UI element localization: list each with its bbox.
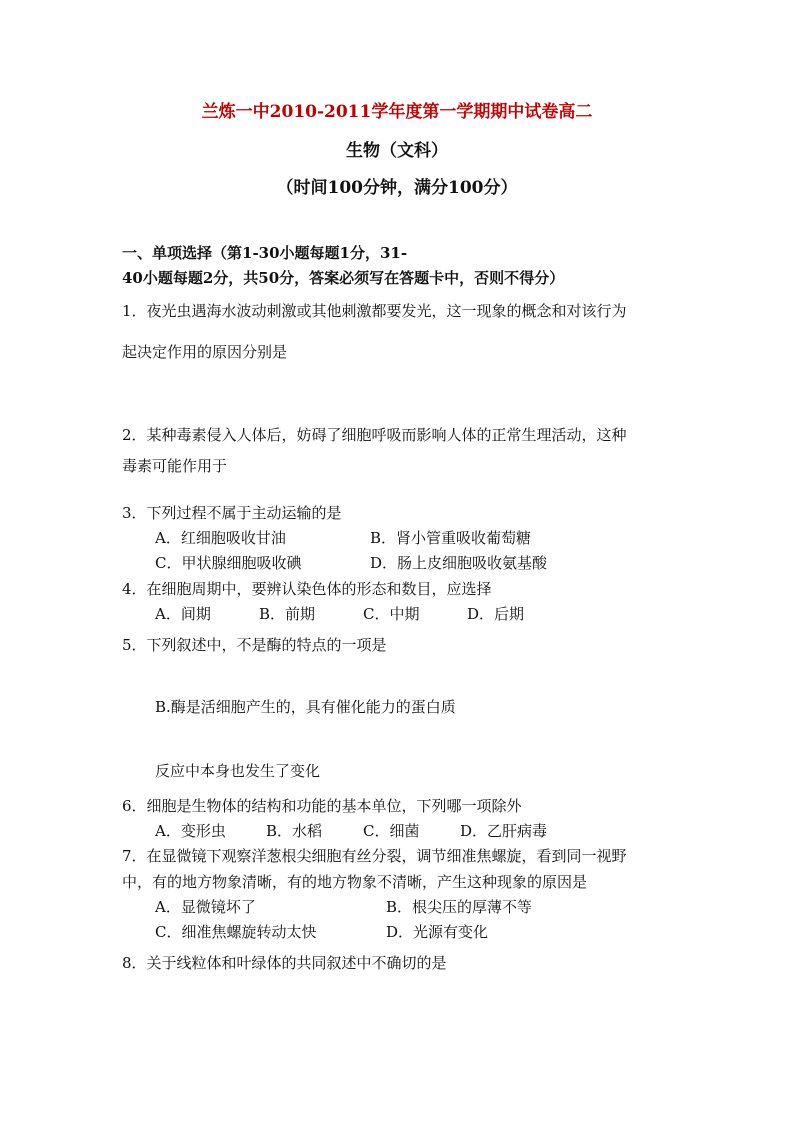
question-5-fragment: 反应中本身也发生了变化 bbox=[155, 762, 321, 780]
question-6-option-a: A．变形虫 bbox=[155, 822, 226, 840]
question-4-option-a: A．间期 bbox=[155, 605, 211, 623]
question-3-option-c: C．甲状腺细胞吸收碘 bbox=[155, 554, 302, 572]
question-1-line1: 1．夜光虫遇海水波动刺激或其他刺激都要发光，这一现象的概念和对该行为 bbox=[122, 302, 627, 320]
section-heading-line2: 40小题每题2分，共50分，答案必须写在答题卡中，否则不得分） bbox=[122, 269, 565, 287]
question-4-option-d: D．后期 bbox=[467, 605, 525, 623]
question-3-option-d: D．肠上皮细胞吸收氨基酸 bbox=[370, 554, 548, 572]
question-5-option-b: B.酶是活细胞产生的，具有催化能力的蛋白质 bbox=[155, 698, 456, 716]
subject-label: 生物（文科） bbox=[346, 141, 448, 161]
question-6-option-b: B．水稻 bbox=[266, 822, 323, 840]
question-4-option-b: B．前期 bbox=[259, 605, 316, 623]
question-4-stem: 4．在细胞周期中，要辨认染色体的形态和数目，应选择 bbox=[122, 580, 492, 598]
question-3-option-a: A．红细胞吸收甘油 bbox=[155, 529, 286, 547]
question-7-option-b: B．根尖压的厚薄不等 bbox=[386, 898, 533, 916]
question-6-stem: 6．细胞是生物体的结构和功能的基本单位，下列哪一项除外 bbox=[122, 797, 522, 815]
question-8-stem: 8．关于线粒体和叶绿体的共同叙述中不确切的是 bbox=[122, 954, 447, 972]
question-7-option-c: C．细准焦螺旋转动太快 bbox=[155, 923, 317, 941]
question-6-option-c: C．细菌 bbox=[363, 822, 420, 840]
question-7-option-a: A．显微镜坏了 bbox=[155, 898, 256, 916]
question-7-line1: 7．在显微镜下观察洋葱根尖细胞有丝分裂，调节细准焦螺旋，看到同一视野 bbox=[122, 847, 627, 865]
question-5-stem: 5．下列叙述中，不是酶的特点的一项是 bbox=[122, 636, 387, 654]
question-7-line2: 中，有的地方物象清晰，有的地方物象不清晰，产生这种现象的原因是 bbox=[122, 873, 588, 891]
question-4-option-c: C．中期 bbox=[363, 605, 420, 623]
question-3-option-b: B．肾小管重吸收葡萄糖 bbox=[370, 529, 532, 547]
exam-meta: （时间100分钟，满分100分） bbox=[276, 178, 518, 198]
exam-title: 兰炼一中2010-2011学年度第一学期期中试卷高二 bbox=[201, 102, 593, 122]
question-7-option-d: D．光源有变化 bbox=[386, 923, 489, 941]
question-2-line2: 毒素可能作用于 bbox=[122, 457, 228, 475]
section-heading-line1: 一、单项选择（第1-30小题每题1分，31- bbox=[122, 244, 408, 262]
question-6-option-d: D．乙肝病毒 bbox=[460, 822, 548, 840]
question-2-line1: 2．某种毒素侵入人体后，妨碍了细胞呼吸而影响人体的正常生理活动，这种 bbox=[122, 426, 627, 444]
question-1-line2: 起决定作用的原因分别是 bbox=[122, 343, 288, 361]
question-3-stem: 3．下列过程不属于主动运输的是 bbox=[122, 504, 342, 522]
